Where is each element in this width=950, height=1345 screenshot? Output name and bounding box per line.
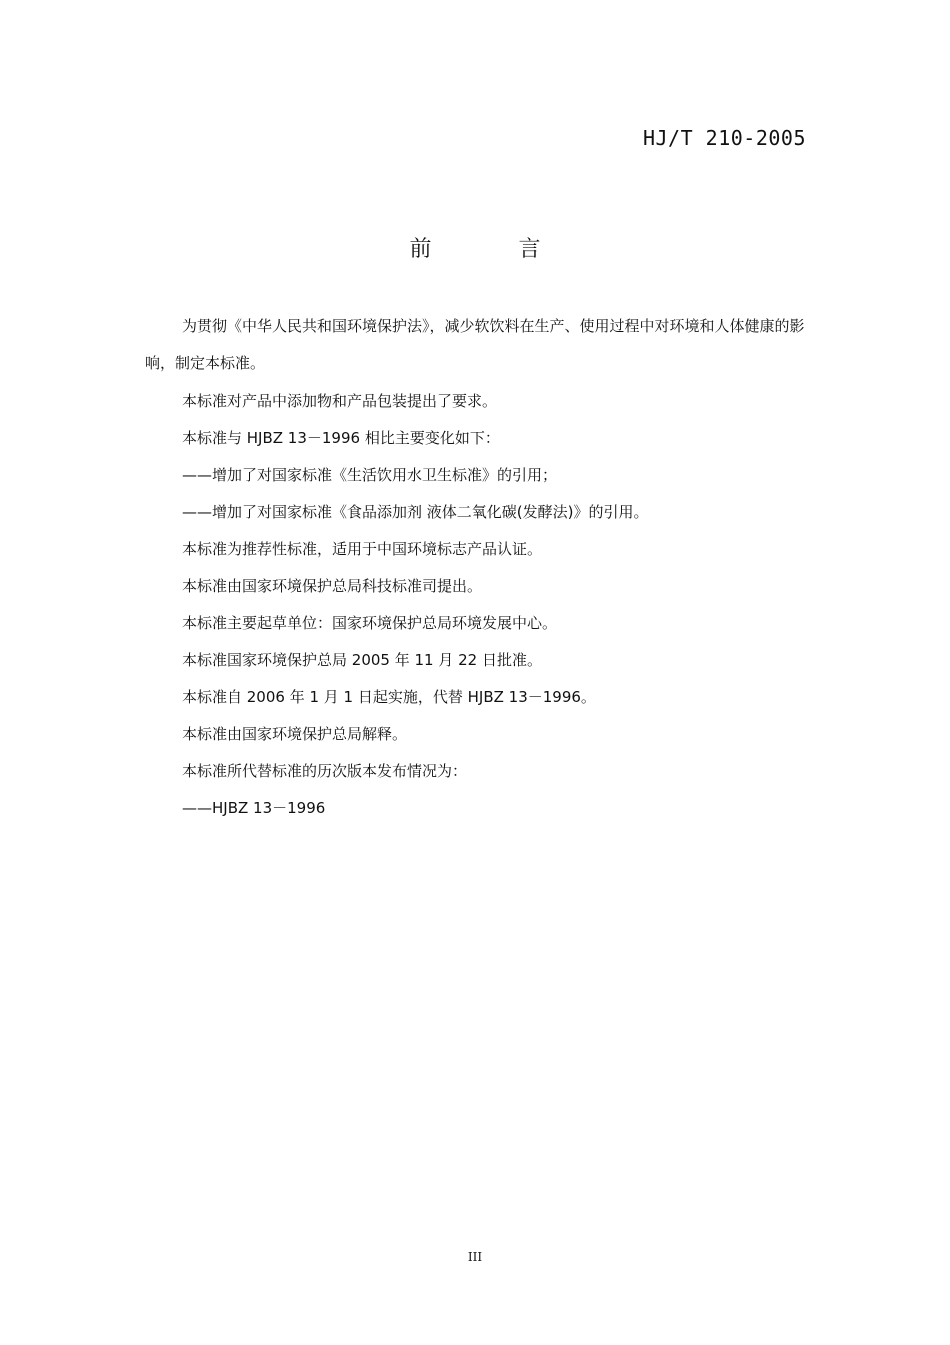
paragraph-interpretation: 本标准由国家环境保护总局解释。 [182, 725, 408, 743]
paragraph-effective: 本标准自 2006 年 1 月 1 日起实施，代替 HJBZ 13－1996。 [182, 688, 596, 706]
paragraph-history-intro: 本标准所代替标准的历次版本发布情况为： [182, 762, 468, 780]
paragraph-drafter: 本标准主要起草单位：国家环境保护总局环境发展中心。 [182, 614, 558, 632]
paragraph-proposer: 本标准由国家环境保护总局科技标准司提出。 [182, 577, 483, 595]
history-item: ——HJBZ 13－1996 [182, 799, 326, 817]
paragraph-scope: 本标准为推荐性标准，适用于中国环境标志产品认证。 [182, 540, 543, 558]
paragraph-changes-intro: 本标准与 HJBZ 13－1996 相比主要变化如下： [182, 429, 500, 447]
change-item: ——增加了对国家标准《生活饮用水卫生标准》的引用； [182, 466, 558, 484]
standard-code: HJ/T 210-2005 [642, 126, 806, 150]
page-number: III [467, 1250, 483, 1264]
paragraph-purpose: 为贯彻《中华人民共和国环境保护法》，减少软饮料在生产、使用过程中对环境和人体健康的影响，制定本标准。 [145, 317, 805, 372]
change-item: ——增加了对国家标准《食品添加剂 液体二氧化碳(发酵法)》的引用。 [182, 503, 649, 521]
paragraph-approval: 本标准国家环境保护总局 2005 年 11 月 22 日批准。 [182, 651, 542, 669]
page-title: 前 言 [409, 237, 581, 262]
paragraph-requirements: 本标准对产品中添加物和产品包装提出了要求。 [182, 392, 498, 410]
document-body [145, 318, 809, 836]
